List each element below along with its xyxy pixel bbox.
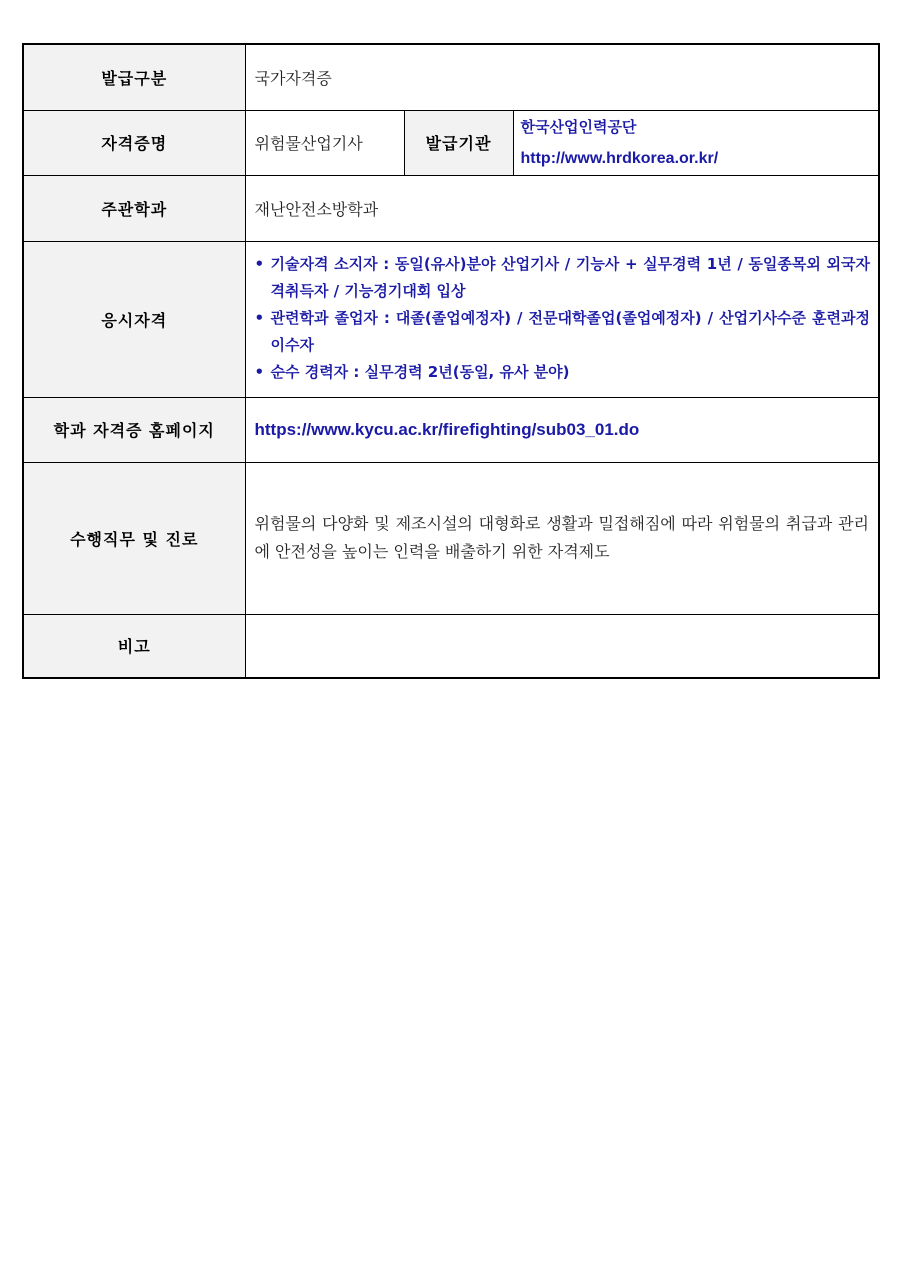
career-description: 위험물의 다양화 및 제조시설의 대형화로 생활과 밀접해짐에 따라 위험물의 취급과 관리에 안전성을 높이는 인력을 배출하기 위한 자격제도: [245, 462, 879, 614]
qualification-item-text: 기술자격 소지자 : 동일(유사)분야 산업기사 / 기능사 + 실무경력 1년 / 동일종목외 외국자격취득자 / 기능경기대회 입상: [270, 254, 870, 300]
department-value: 재난안전소방학과: [245, 175, 879, 241]
issuer-label: 발급기관: [404, 110, 513, 175]
row-department: [23, 175, 879, 241]
row-career: [23, 462, 879, 614]
bullet-icon: •: [254, 362, 265, 381]
homepage-cell: [245, 397, 879, 462]
row-certificate: [23, 110, 879, 175]
certificate-info-table: [22, 43, 880, 679]
row-qualification: [23, 241, 879, 397]
certificate-name-value: 위험물산업기사: [245, 110, 404, 175]
bullet-icon: •: [254, 254, 265, 273]
remarks-value: [245, 614, 879, 678]
homepage-link[interactable]: https://www.kycu.ac.kr/firefighting/sub03_01.do: [254, 419, 640, 439]
certificate-name-label: 자격증명: [23, 110, 245, 175]
qualification-item-text: 순수 경력자 : 실무경력 2년(동일, 유사 분야): [270, 362, 570, 381]
homepage-label: 학과 자격증 홈페이지: [23, 397, 245, 462]
issuer-name: 한국산업인력공단: [520, 117, 637, 136]
department-label: 주관학과: [23, 175, 245, 241]
qualification-cell: [245, 241, 879, 397]
career-label: 수행직무 및 진로: [23, 462, 245, 614]
qualification-item: [255, 359, 871, 386]
issuer-url-link[interactable]: http://www.hrdkorea.or.kr/: [520, 149, 719, 167]
remarks-label: 비고: [23, 614, 245, 678]
qualification-item: [255, 305, 871, 359]
qualification-item-text: 관련학과 졸업자 : 대졸(졸업예정자) / 전문대학졸업(졸업예정자) / 산업기사수준 훈련과정 이수자: [270, 308, 870, 354]
issuer-cell: [513, 110, 879, 175]
row-issue-type: [23, 44, 879, 110]
issue-type-value: 국가자격증: [245, 44, 879, 110]
row-homepage: [23, 397, 879, 462]
bullet-icon: •: [254, 308, 265, 327]
qualification-list: [246, 247, 879, 392]
qualification-label: 응시자격: [23, 241, 245, 397]
qualification-item: [255, 251, 871, 305]
row-remarks: [23, 614, 879, 678]
issue-type-label: 발급구분: [23, 44, 245, 110]
